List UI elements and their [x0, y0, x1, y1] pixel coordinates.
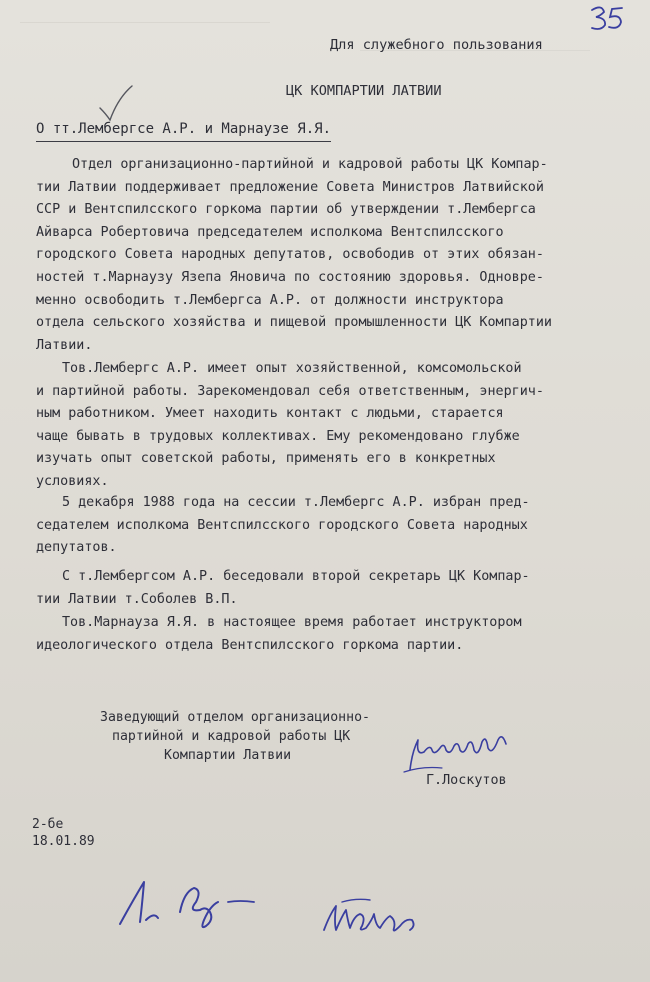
paragraph-1	[36, 154, 622, 357]
document-date: 18.01.89	[32, 834, 95, 849]
text-line: ССР и Вентспилсского горкома партии об утверждении т.Лембергса	[36, 202, 536, 218]
text-line: депутатов.	[36, 540, 117, 556]
text-line: С т.Лембергсом А.Р. беседовали второй секретарь ЦК Компар-	[62, 569, 530, 584]
paragraph-3	[36, 492, 622, 560]
paragraph-2	[36, 358, 622, 494]
text-line: Отдел организационно-партийной и кадровой работы ЦК Компар-	[72, 157, 548, 172]
text-line: изучать опыт советской работы, применять его в конкретных	[36, 451, 496, 467]
classification-stamp: Для служебного пользования	[330, 37, 543, 53]
signer-position-line-1: Заведующий отделом организационно-	[100, 710, 370, 725]
signer-name: Г.Лоскутов	[426, 773, 507, 788]
text-line: менно освободить т.Лембергса А.Р. от должности инструктора	[36, 292, 504, 308]
text-line: Айварса Робертовича председателем исполкома Вентспилсского	[36, 224, 504, 240]
text-line: седателем исполкома Вентспилсского городского Совета народных	[36, 517, 528, 533]
text-line: тии Латвии т.Соболев В.П.	[36, 591, 238, 607]
text-line: Тов.Марнауза Я.Я. в настоящее время работает инструктором	[62, 615, 522, 630]
text-line: условиях.	[36, 473, 109, 489]
text-line: ным работником. Умеет находить контакт с людьми, старается	[36, 406, 504, 422]
paragraph-5	[36, 612, 622, 657]
page-number-handwritten	[588, 4, 632, 34]
text-line: ностей т.Марнаузу Язепа Яновича по состоянию здоровья. Одновре-	[36, 269, 544, 285]
document-subject: О тт.Лембергсе А.Р. и Марнаузе Я.Я.	[36, 118, 331, 142]
text-line: чаще бывать в трудовых коллективах. Ему рекомендовано глубже	[36, 428, 520, 444]
text-line: тии Латвии поддерживает предложение Совета Министров Латвийской	[36, 179, 544, 195]
handwritten-initials-left	[110, 872, 270, 934]
text-line: 5 декабря 1988 года на сессии т.Лембергс А.Р. избран пред-	[62, 495, 530, 510]
copies-note: 2-бе	[32, 817, 64, 832]
text-line: и партийной работы. Зарекомендовал себя ответственным, энергич-	[36, 383, 544, 399]
text-line: отдела сельского хозяйства и пищевой промышленности ЦК Компартии	[36, 315, 552, 331]
text-line: Латвии.	[36, 337, 93, 353]
signer-position-line-2: партийной и кадровой работы ЦК	[112, 729, 351, 744]
signer-position-line-3: Компартии Латвии	[164, 748, 292, 763]
handwritten-initials-right	[316, 886, 436, 942]
bleed-through	[20, 22, 270, 57]
text-line: идеологического отдела Вентспилсского горкома партии.	[36, 637, 464, 653]
organization-title: ЦК КОМПАРТИИ ЛАТВИИ	[286, 83, 442, 99]
text-line: Тов.Лембергс А.Р. имеет опыт хозяйственной, комсомольской	[62, 361, 522, 376]
text-line: городского Совета народных депутатов, освободив от этих обязан-	[36, 247, 544, 263]
paragraph-4	[36, 566, 622, 611]
